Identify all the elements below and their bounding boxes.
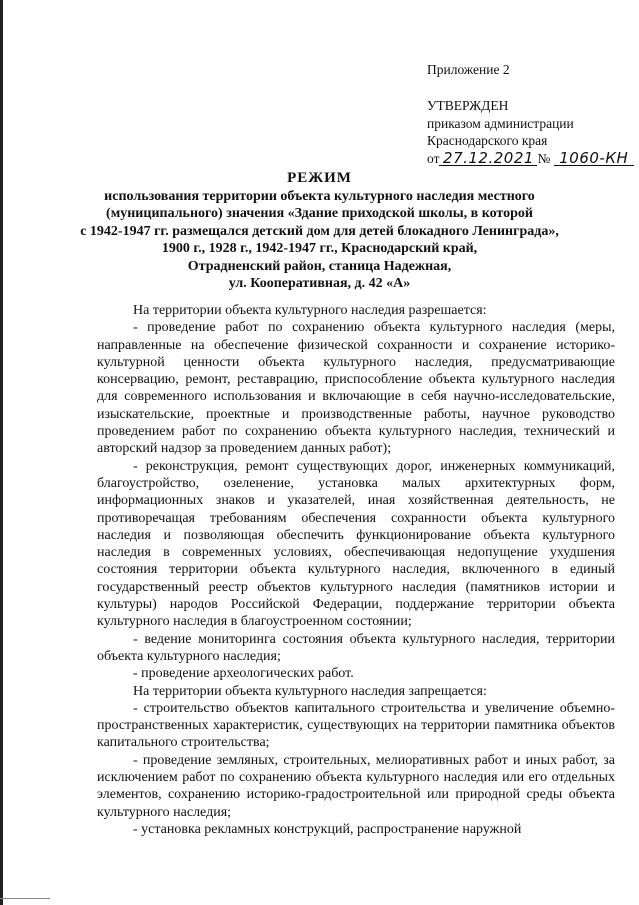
heading-line: с 1942-1947 гг. размещался детский дом для детей блокадного Ленинграда», — [80, 223, 559, 239]
appendix-label: Приложение 2 — [427, 62, 510, 77]
order-date-number-line — [427, 151, 634, 167]
scan-left-edge — [0, 0, 3, 905]
document-heading — [60, 170, 579, 293]
paragraph-item: - проведение археологических работ. — [133, 666, 354, 682]
heading-line: использования территории объекта культурного наследия местного — [104, 188, 535, 204]
heading-line: ул. Кооперативная, д. 42 «А» — [228, 276, 411, 291]
heading-line: Отрадненский район, станица Надежная, — [187, 258, 452, 274]
paragraph-item: - установка рекламных конструкций, распространение наружной — [133, 821, 522, 837]
date-prefix: от — [427, 151, 440, 166]
heading-line: 1900 г., 1928 г., 1942-1947 гг., Краснодарский край, — [161, 241, 478, 256]
approving-region-label: Краснодарского края — [427, 133, 548, 148]
heading-line: (муниципального) значения «Здание приходской школы, в которой — [106, 206, 533, 221]
scan-bottom-mark — [0, 898, 50, 899]
heading-title: РЕЖИМ — [287, 170, 352, 186]
paragraph-item: - проведение работ по сохранению объекта культурного наследия (меры, направленные на обеспечение физической сохранности и сохранение историко-культурной ценности объекта культурного наследия, предусматривающие консервацию, ремонт, реставрацию, приспособление объекта культурного наследия для современного использования и включающие в себя научно-исследовательские, изыскательские, проектные и производственные работы, научное руководство проведением работ по сохранению объекта культурного наследия, технический и авторский надзор за проведением данных работ); — [97, 320, 615, 457]
approved-label: УТВЕРЖДЕН — [427, 98, 509, 113]
paragraph-item: - строительство объектов капитального строительства и увеличение объемно-пространственных характеристик, существующих на территории памятника объектов капитального строительства; — [97, 700, 615, 751]
order-number: 1060-КН — [554, 151, 634, 166]
paragraph-prohibited-intro: На территории объекта культурного наследия запрещается: — [133, 683, 487, 699]
order-date: 27.12.2021 — [439, 151, 537, 166]
paragraph-item: - ведение мониторинга состояния объекта культурного наследия, территории объекта культурного наследия; — [97, 631, 615, 664]
paragraph-item: - проведение земляных, строительных, мелиоративных работ и иных работ, за исключением работ по сохранению объекта культурного наследия или его отдельных элементов, сохранению историко-градостроительной или природной среды объекта культурного наследия; — [97, 752, 615, 820]
paragraph-item: - реконструкция, ремонт существующих дорог, инженерных коммуникаций, благоустройство, озеленение, установка малых архитектурных форм, информационных знаков и указателей, иная хозяйственная деятельность, не противоречащая требованиям обеспечения сохранности объекта культурного наследия и позволяющая обеспечить функционирование объекта культурного наследия в современных условиях, обеспечивающая недопущение ухудшения состояния территории объекта культурного наследия, включенного в единый государственный реестр объектов культурного наследия (памятников истории и культуры) народов Российской Федерации, поддержание территории объекта культурного наследия в благоустроенном состоянии; — [97, 458, 615, 630]
number-prefix: № — [537, 151, 551, 166]
document-body — [97, 302, 615, 838]
approving-order-label: приказом администрации — [427, 116, 574, 131]
paragraph-allowed-intro: На территории объекта культурного наследия разрешается: — [133, 303, 487, 318]
